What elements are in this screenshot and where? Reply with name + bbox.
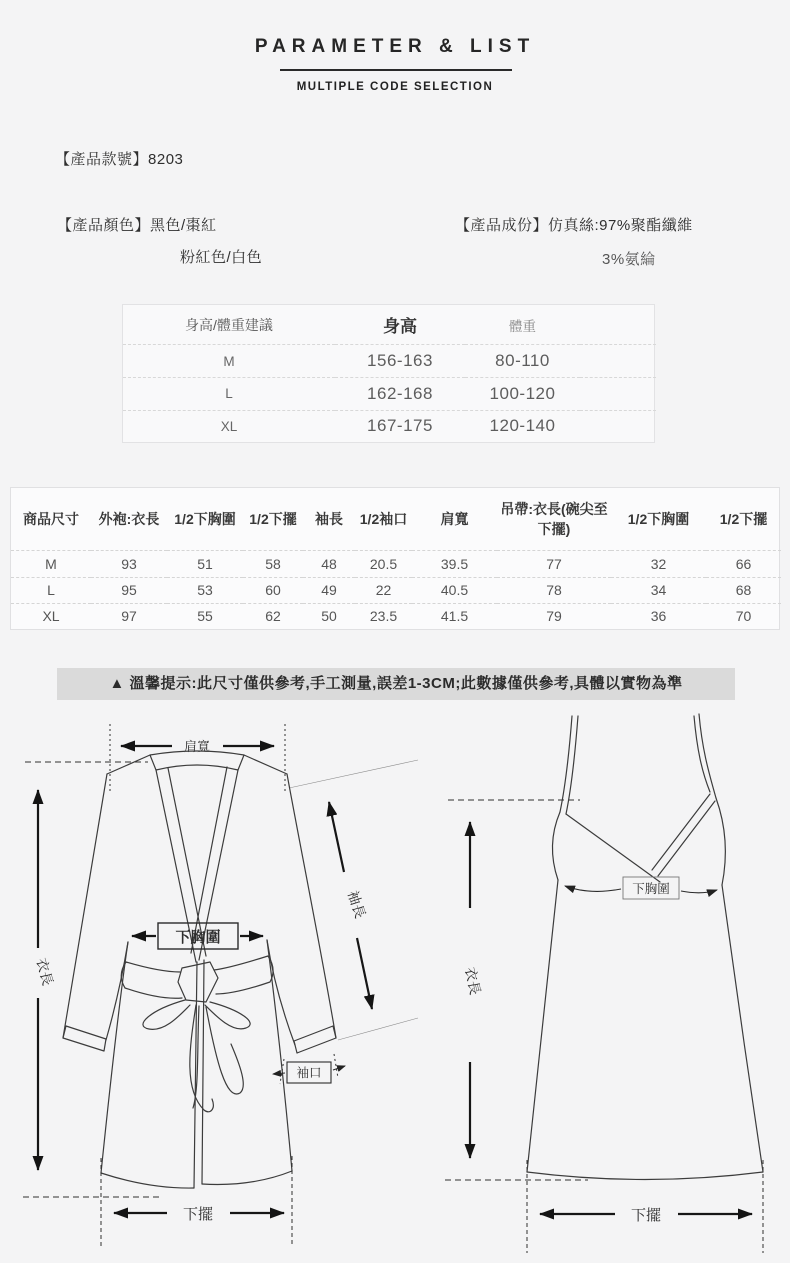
underbust-arrow-right: [681, 890, 717, 893]
size-header-row: [11, 488, 781, 551]
size-cell: 93: [121, 555, 137, 572]
suggestion-header-cell: 身高/體重建議: [185, 316, 273, 333]
size-cell: 41.5: [440, 608, 469, 625]
size-cell: 70: [735, 608, 752, 625]
suggestion-cell: XL: [220, 418, 238, 434]
cuff-arrow-left: [273, 1073, 285, 1074]
size-cell: 62: [265, 608, 281, 625]
product-color-label: 【產品顏色】: [57, 217, 151, 234]
product-color-line: [57, 214, 217, 235]
size-cell: 23.5: [369, 608, 398, 625]
cuff-label: 袖口: [296, 1066, 322, 1080]
size-cell: 53: [197, 582, 213, 599]
size-header-cell: 吊帶:衣長(碗尖至下擺): [500, 501, 608, 538]
size-cell: 78: [546, 582, 562, 599]
size-header-cell: 袖長: [315, 511, 343, 528]
slip-measurement-diagram: [420, 710, 790, 1263]
size-cell: 60: [265, 582, 281, 599]
size-header-cell: 1/2下胸圍: [174, 511, 236, 528]
sleeve-ref-line-top: [289, 760, 418, 788]
size-cell: 48: [321, 555, 337, 572]
sleeve-length-label: 袖長: [344, 888, 369, 921]
suggestion-cell: 80-110: [495, 351, 550, 371]
suggestion-cell: 162-168: [367, 383, 433, 403]
size-cell: 58: [265, 555, 281, 572]
size-cell: 68: [735, 582, 752, 599]
size-row: [11, 603, 781, 629]
slip-outline: [527, 714, 763, 1180]
hem-label: 下擺: [182, 1206, 214, 1223]
suggestion-cell: 120-140: [489, 416, 556, 436]
robe-outline: [63, 751, 336, 1188]
shoulder-width-label: 肩寬: [183, 739, 211, 754]
product-code-line: [55, 148, 183, 169]
size-cell: 39.5: [440, 555, 469, 572]
size-cell: 55: [197, 608, 213, 625]
product-code-value: 8203: [148, 151, 184, 168]
size-cell: 51: [197, 555, 213, 572]
size-header-cell: 1/2下擺: [719, 511, 768, 528]
size-cell: L: [47, 582, 55, 599]
size-cell: 77: [546, 555, 562, 572]
product-composition-label: 【產品成份】: [455, 217, 549, 234]
robe-measurement-diagram: [0, 710, 420, 1263]
product-composition-value2: 3%氨綸: [602, 251, 656, 268]
size-header-cell: 肩寬: [440, 511, 469, 528]
product-composition-line: [455, 214, 693, 235]
sleeve-arrow-up: [329, 802, 344, 872]
page-title: PARAMETER & LIST: [254, 36, 536, 57]
suggestion-table-panel: [122, 304, 655, 443]
size-cell: 40.5: [440, 582, 469, 599]
page-subtitle: MULTIPLE CODE SELECTION: [296, 81, 494, 93]
size-row: [11, 577, 781, 603]
product-code-label: 【產品款號】: [55, 151, 149, 168]
hem-guides: [101, 1156, 292, 1247]
size-header-cell: 1/2袖口: [359, 511, 408, 528]
product-color-value1: 黑色/棗紅: [150, 217, 217, 234]
size-cell: 32: [650, 555, 667, 572]
size-cell: 22: [375, 582, 392, 599]
size-header-cell: 1/2下擺: [249, 511, 297, 528]
suggestion-cell: L: [225, 386, 233, 402]
underbust-label: 下胸圍: [632, 882, 670, 896]
size-table: [11, 488, 781, 629]
size-cell: 95: [121, 582, 137, 599]
suggestion-cell: 167-175: [367, 416, 433, 436]
size-cell: 66: [735, 555, 752, 572]
size-table-panel: [10, 487, 780, 630]
size-cell: 50: [321, 608, 337, 625]
underbust-label: 下胸圍: [175, 929, 221, 946]
size-cell: 34: [650, 582, 667, 599]
garment-length-label: 衣長: [33, 956, 57, 988]
size-cell: M: [45, 555, 57, 572]
suggestion-cell: 100-120: [489, 383, 556, 403]
garment-length-label: 衣長: [462, 965, 484, 997]
suggestion-cell: M: [223, 353, 235, 369]
underbust-arrow-left: [565, 886, 621, 891]
suggestion-header-cell: 身高: [383, 317, 417, 337]
suggestion-table: [123, 305, 656, 442]
hem-label: 下擺: [630, 1207, 662, 1224]
size-cell: XL: [42, 608, 60, 625]
cuff-arrow-right: [333, 1066, 345, 1070]
suggestion-row: [123, 345, 656, 378]
size-cell: 36: [650, 608, 667, 625]
sleeve-ref-line-bottom: [338, 1018, 418, 1040]
suggestion-header-cell: 體重: [509, 318, 536, 334]
size-cell: 97: [121, 608, 137, 625]
suggestion-header-row: [123, 305, 656, 345]
suggestion-cell: 156-163: [367, 351, 433, 371]
product-color-value2: 粉紅色/白色: [180, 249, 263, 266]
size-row: [11, 551, 781, 577]
suggestion-row: [123, 410, 656, 442]
sleeve-arrow-down: [357, 938, 372, 1009]
product-composition-value1: 仿真絲:97%聚酯纖維: [548, 217, 693, 234]
size-header-cell: 1/2下胸圍: [627, 511, 690, 528]
size-cell: 79: [546, 608, 562, 625]
title-underline: [280, 69, 512, 71]
size-header-cell: 外袍:衣長: [98, 511, 160, 528]
suggestion-row: [123, 377, 656, 410]
size-header-cell: 商品尺寸: [23, 511, 79, 528]
size-cell: 49: [321, 582, 337, 599]
size-cell: 20.5: [369, 555, 398, 572]
measurement-notice: ▲ 溫馨提示:此尺寸僅供參考,手工測量,誤差1-3CM;此數據僅供參考,具體以實物為準: [57, 668, 735, 700]
